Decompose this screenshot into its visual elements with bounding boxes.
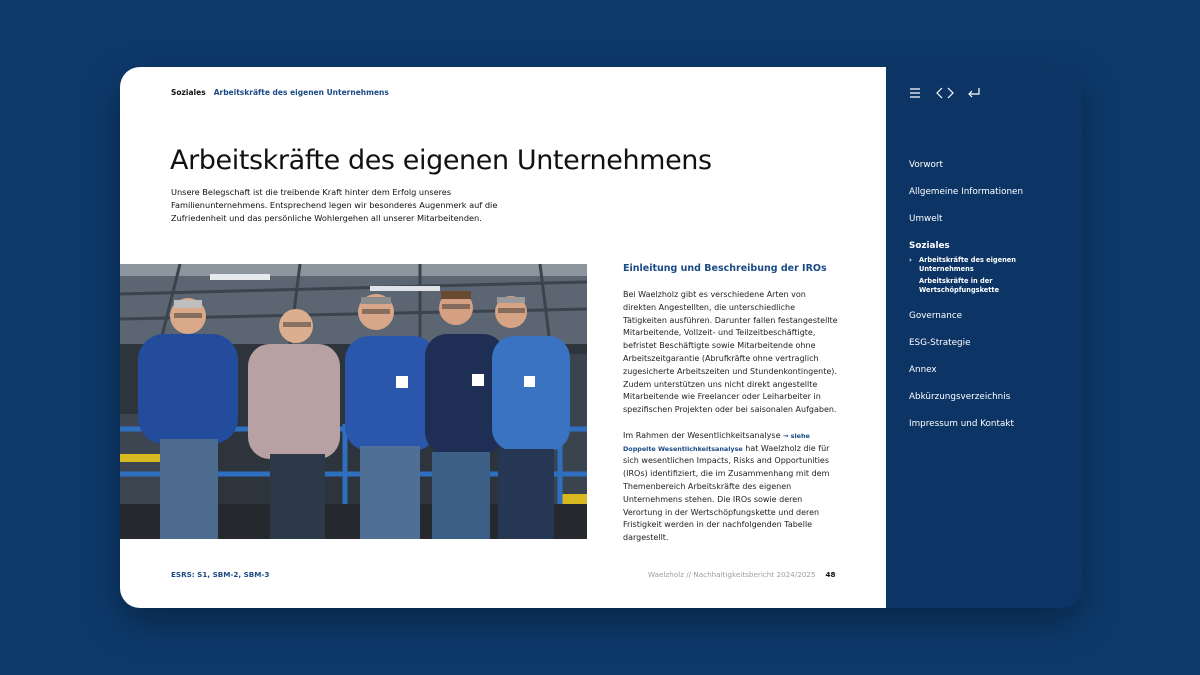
paragraph-2-end: hat Waelzholz die für sich wesentlichen Impacts, Risks and Opportunities (IROs) identifiziert, die im Zusammenhang mit dem Themenbereich Arbeitskräfte des eigenen Unternehmens stehen. Die IROs sowie deren Verortung in der Wertschöpfungskette und deren Fristigkeit werden in der nachfolgenden Tabelle dargestellt.	[623, 443, 830, 543]
report-page	[120, 67, 886, 608]
nav-item-governance[interactable]: Governance	[909, 311, 963, 322]
nav-item-impressum[interactable]: Impressum und Kontakt	[909, 419, 1014, 430]
menu-icon[interactable]	[909, 86, 923, 100]
nav-item-vorwort[interactable]: Vorwort	[909, 160, 943, 170]
subnav-item-wertschoepfungskette[interactable]: Arbeitskräfte in der Wertschöpfungskette	[919, 277, 1000, 294]
breadcrumb-section[interactable]: Soziales	[171, 88, 206, 97]
nav-item-abkuerzungsverzeichnis[interactable]: Abkürzungsverzeichnis	[909, 392, 1011, 403]
nav-item-umwelt[interactable]: Umwelt	[909, 214, 943, 224]
workers-illustration	[120, 264, 587, 539]
sidebar-toolbar	[909, 86, 981, 100]
report-title: Waelzholz // Nachhaltigkeitsbericht 2024/2025	[648, 570, 816, 579]
nav-item-esg-strategie[interactable]: ESG-Strategie	[909, 338, 971, 349]
document-viewer	[120, 67, 1082, 608]
page-footer	[648, 570, 835, 579]
subnav-item-eigene-arbeitskraefte[interactable]	[909, 256, 1069, 273]
page-number: 48	[825, 570, 836, 579]
breadcrumb-current[interactable]: Arbeitskräfte des eigenen Unternehmens	[213, 88, 389, 97]
chevron-right-icon: ›	[909, 256, 912, 264]
section-heading: Einleitung und Beschreibung der IROs	[623, 263, 827, 274]
subnav-label: Arbeitskräfte des eigenen Unternehmens	[919, 256, 1016, 273]
nav-item-annex[interactable]: Annex	[909, 365, 937, 376]
chapter-nav	[909, 160, 1069, 446]
page-title: Arbeitskräfte des eigenen Unternehmens	[170, 145, 712, 176]
paragraph-1: Bei Waelzholz gibt es verschiedene Arten von direkten Angestellten, die unterschiedliche Tätigkeiten ausführen. Darunter fallen festangestellte Mitarbeitende, Vollzeit- und Teilzeitbeschäftigte, befristet Beschäftigte sowie Mitarbeitende ohne Arbeitszeitgarantie (Abrufkräfte ohne vertraglich zugesicherte Arbeitszeiten und Stundenkontingente). Zudem unterstützen uns nicht direkt angestellte Mitarbeitende wie Freelancer oder Leiharbeiter in spezifischen Projekten oder bei saisonalen Aufgaben.	[623, 290, 838, 415]
esrs-reference: ESRS: S1, SBM-2, SBM-3	[171, 570, 270, 579]
nav-item-allgemeine-informationen[interactable]: Allgemeine Informationen	[909, 187, 1024, 197]
nav-item-soziales[interactable]: Soziales	[909, 241, 950, 251]
sidebar	[886, 67, 1082, 608]
body-text	[623, 289, 838, 558]
paragraph-2	[623, 430, 838, 545]
breadcrumb	[171, 88, 389, 97]
intro-text: Unsere Belegschaft ist die treibende Kraft hinter dem Erfolg unseres Familienunternehmens. Entsprechend legen wir besonderes Augenmerk auf die Zufriedenheit und das persönliche Wohlergehen all unserer Mitarbeitenden.	[171, 187, 498, 223]
return-icon[interactable]	[967, 86, 981, 100]
materiality-analysis-link[interactable]: → siehe Doppelte Wesentlichkeitsanalyse	[623, 431, 810, 453]
subnav-soziales	[909, 256, 1069, 294]
code-brackets-icon[interactable]	[935, 86, 955, 100]
team-photo	[120, 264, 587, 539]
paragraph-2-start: Im Rahmen der Wesentlichkeitsanalyse	[623, 430, 781, 440]
